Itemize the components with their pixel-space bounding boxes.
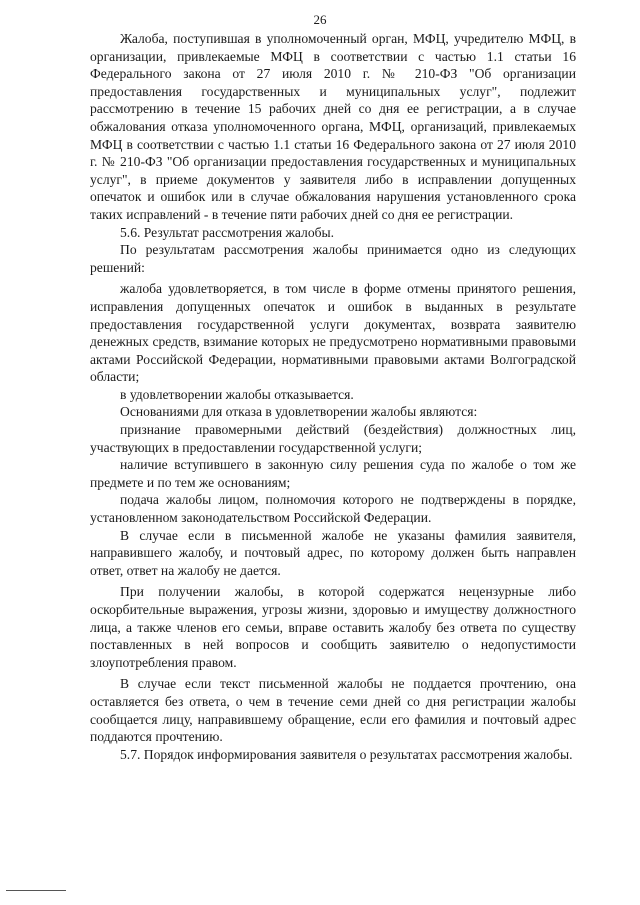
paragraph-ground-court-decision: наличие вступившего в законную силу решения суда по жалобе о том же предмете и по тем же основаниям;: [90, 457, 576, 490]
paragraph-ground-lawful-actions: признание правомерными действий (бездействия) должностных лиц, участвующих в предоставлении государственной услуги;: [90, 422, 576, 455]
document-body: [90, 30, 576, 763]
paragraph-obscene-content: При получении жалобы, в которой содержатся нецензурные либо оскорбительные выражения, угрозы жизни, здоровью и имуществу должностного лица, а также членов его семьи, вправе оставить жалобу без ответа по существу поставленных в ней вопросов и сообщить заявителю о недопустимости злоупотребления правом.: [90, 584, 576, 670]
paragraph-decisions-intro: По результатам рассмотрения жалобы принимается одно из следующих решений:: [90, 242, 576, 275]
paragraph-ground-unauthorized-filer: подача жалобы лицом, полномочия которого не подтверждены в порядке, установленном законодательством Российской Федерации.: [90, 492, 576, 526]
footnote-divider: [6, 890, 66, 891]
paragraph-complaint-rejected: в удовлетворении жалобы отказывается.: [120, 386, 354, 402]
section-heading-5-6: 5.6. Результат рассмотрения жалобы.: [120, 224, 335, 240]
section-heading-5-7: 5.7. Порядок информирования заявителя о результатах рассмотрения жалобы.: [120, 746, 573, 762]
paragraph-missing-name-address: В случае если в письменной жалобе не указаны фамилия заявителя, направившего жалобу, и почтовый адрес, по которому должен быть направлен ответ, ответ на жалобу не дается.: [90, 527, 576, 578]
paragraph-complaint-satisfied: жалоба удовлетворяется, в том числе в форме отмены принятого решения, исправления допущенных опечаток и ошибок в выданных в результате предоставления государственной услуги документах, возврата заявителю денежных средств, взимание которых не предусмотрено нормативными правовыми актами Российской Федерации, нормативными правовыми актами Волгоградской области;: [90, 281, 576, 385]
paragraph-rejection-grounds: Основаниями для отказа в удовлетворении жалобы являются:: [120, 404, 478, 420]
paragraph-illegible-text: В случае если текст письменной жалобы не поддается прочтению, она оставляется без ответа, о чем в течение семи дней со дня регистрации жалобы сообщается лицу, направившему обращение, если его фамилия и почтовый адрес поддаются прочтению.: [90, 676, 576, 745]
page-number: 26: [313, 12, 327, 27]
paragraph-complaint-review-term: Жалоба, поступившая в уполномоченный орган, МФЦ, учредителю МФЦ, в организации, привлекаемые МФЦ в соответствии с частью 1.1 статьи 16 Федерального закона от 27 июля 2010 г. № 210-ФЗ "Об организации предоставления государственных и муниципальных услуг", подлежит рассмотрению в течение 15 рабочих дней со дня ее регистрации, а в случае обжалования отказа уполномоченного органа, МФЦ, организаций, привлекаемых МФЦ в соответствии с частью 1.1 статьи 16 Федерального закона от 27 июля 2010 г. № 210-ФЗ "Об организации предоставления государственных и муниципальных услуг", в приеме документов у заявителя либо в исправлении допущенных опечаток и ошибок или в случае обжалования нарушения установленного срока таких исправлений - в течение пяти рабочих дней со дня ее регистрации.: [90, 31, 576, 222]
